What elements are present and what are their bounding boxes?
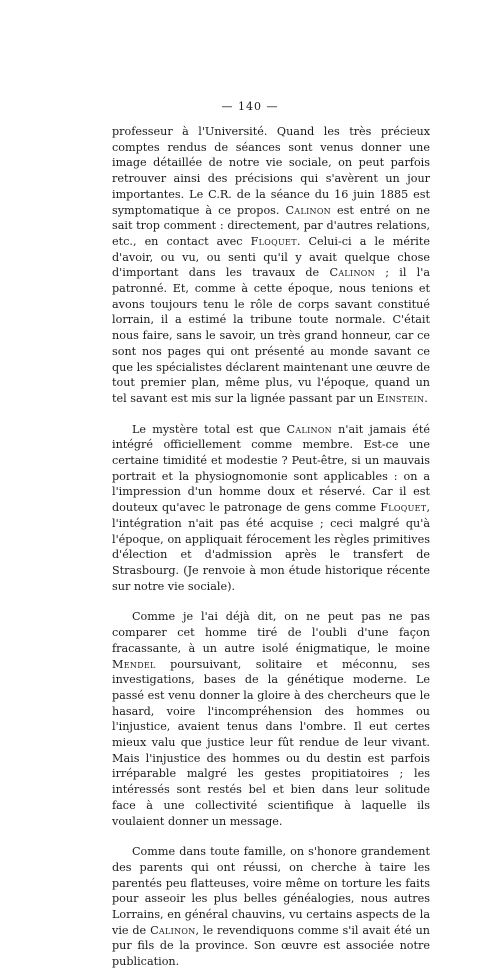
paragraph-4 (112, 844, 430, 970)
text-run: Comme dans toute famille, on s'honore grandement des parents qui ont réussi, on cherche à taire les parentés peu flatteuses, voire même on torture les faits pour asseoir les plus belles généalogies, nous autres Lorrains, en général chauvins, vu certains aspects de la vie de (112, 845, 430, 937)
paragraph-2 (112, 422, 430, 595)
paragraph-3 (112, 609, 430, 829)
text-run: professeur à l'Université. Quand les très précieux comptes rendus de séances sont venus donner une image détaillée de notre vie sociale, on peut parfois retrouver ainsi des précisions qui s'avèrent un jour importantes. Le C.R. de la séance du 16 juin 1885 est symptomatique à ce propos. (112, 125, 430, 217)
paragraph-gap (112, 594, 430, 609)
person-name: Calinon (150, 923, 196, 937)
text-run: , l'intégration n'ait pas été acquise ; ceci malgré qu'à l'époque, on appliquait férocement les règles primitives d'élection et d'admission après le transfert de Strasbourg. (Je renvoie à mon étude historique récente sur notre vie sociale). (112, 501, 430, 593)
text-run: n'ait jamais été intégré officiellement comme membre. Est-ce une certaine timidité et modestie ? Peut-être, si un mauvais portrait et la physiognomonie sont applicables : on a l'impression d'un homme doux et réservé. Car il est douteux qu'avec le patronage de gens comme (112, 422, 431, 515)
text-run: , le revendiquons comme s'il avait été un pur fils de la province. Son œuvre est associée notre publication. (112, 923, 430, 969)
paragraph-1 (112, 124, 430, 407)
text-run: Comme je l'ai déjà dit, on ne peut pas ne pas comparer cet homme tiré de l'oubli d'une façon fracassante, à un autre isolé énigmatique, le moine (112, 610, 430, 655)
text-run: Le mystère total est que (132, 422, 287, 436)
text-run: . Celui-ci a le mérite d'avoir, ou vu, ou senti qu'il y avait quelque chose d'important dans les travaux de (112, 234, 430, 280)
text-run: . (424, 391, 428, 405)
text-run: poursuivant, solitaire et méconnu, ses investigations, bases de la génétique moderne. Le passé est venu donner la gloire à des chercheurs que le hasard, voire l'incompréhension des hommes ou l'injustice, avaient tenus dans l'ombre. Il eut certes mieux valu que justice leur fût rendue de leur vivant. Mais l'injustice des hommes ou du destin est parfois irréparable malgré les gestes propitiatoires ; les intéressés sont restés bel et bien dans leur solitude face à une collectivité scientifique à laquelle ils voulaient donner un message. (112, 657, 430, 828)
body-text (112, 124, 430, 970)
person-name: Calinon (285, 203, 331, 217)
paragraph-gap (112, 407, 430, 422)
person-name: Floquet (380, 501, 427, 515)
person-name: Floquet (250, 234, 297, 248)
page-number: — 140 — (221, 100, 279, 113)
person-name: Calinon (329, 266, 375, 280)
text-run: ; il l'a patronné. Et, comme à cette époque, nous tenions et avons toujours tenu le rôle de corps savant constitué lorrain, il a estimé la tribune toute normale. C'était nous faire, sans le savoir, un très grand honneur, car ce sont nos pages qui ont présenté au monde savant ce que les spécialistes déclarent maintenant une œuvre de tout premier plan, même plus, vu l'époque, quand un tel savant est mis sur la lignée passant par un (112, 266, 431, 405)
paragraph-gap (112, 829, 430, 844)
person-name: Calinon (286, 422, 332, 436)
person-name: Mendel (112, 657, 156, 671)
text-run: est entré on ne sait trop comment : directement, par d'autres relations, etc., en contact avec (112, 203, 431, 248)
person-name: Einstein (376, 391, 425, 405)
